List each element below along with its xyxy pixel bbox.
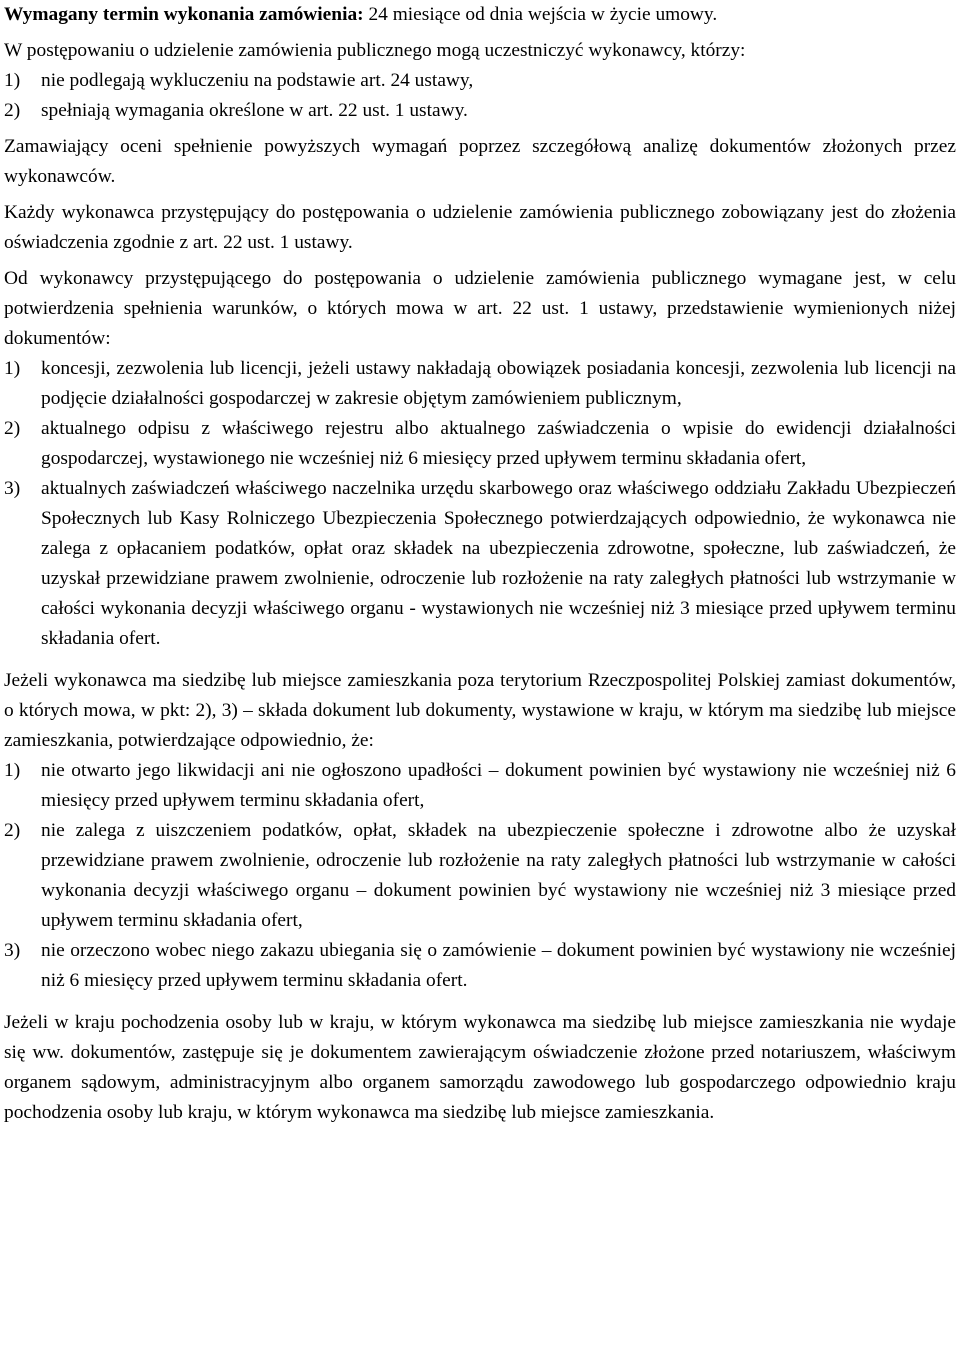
paragraph-notary: Jeżeli w kraju pochodzenia osoby lub w kraju, w którym wykonawca ma siedzibę lub miejsce zamieszkania nie wydaje się ww. dokumentów, zastępuje się je dokumentem zawierającym oświadczenie złożone przed notariuszem, właściwym organem sądowym, administracyjnym albo organem samorządu zawodowego lub gospodarczego odpowiednio kraju pochodzenia osoby lub kraju, w którym wykonawca ma siedzibę lub miejsce zamieszkania. — [4, 1012, 956, 1123]
list-item-number: 3) — [4, 940, 21, 961]
list-item — [4, 96, 956, 126]
list-foreign-documents — [4, 756, 956, 996]
list-item-text: spełniają wymagania określone w art. 22 ust. 1 ustawy. — [41, 100, 468, 121]
list-item-text: koncesji, zezwolenia lub licencji, jeżeli ustawy nakładają obowiązek posiadania koncesji, zezwolenia lub licencji na podjęcie działalności gospodarczej w zakresie objętym zamówieniem publicznym, — [41, 358, 956, 409]
list-item — [4, 756, 956, 816]
list-documents — [4, 354, 956, 654]
list-item-number: 2) — [4, 100, 21, 121]
list-item-text: nie podlegają wykluczeniu na podstawie art. 24 ustawy, — [41, 70, 474, 91]
list-item-number: 1) — [4, 70, 21, 91]
list-requirements — [4, 66, 956, 126]
list-item-text: aktualnego odpisu z właściwego rejestru albo aktualnego zaświadczenia o wpisie do ewidencji działalności gospodarczej, wystawionego nie wcześniej niż 6 miesięcy przed upływem terminu składania ofert, — [41, 418, 956, 469]
list-item-text: nie orzeczono wobec niego zakazu ubiegania się o zamówienie – dokument powinien być wystawiony nie wcześniej niż 6 miesięcy przed upływem terminu składania ofert. — [41, 940, 956, 991]
deadline-line — [4, 0, 956, 30]
list-item — [4, 414, 956, 474]
list-item — [4, 474, 956, 654]
list-item-number: 1) — [4, 358, 21, 379]
paragraph-evaluation: Zamawiający oceni spełnienie powyższych wymagań poprzez szczegółową analizę dokumentów złożonych przez wykonawców. — [4, 136, 956, 187]
list-item-text: nie otwarto jego likwidacji ani nie ogłoszono upadłości – dokument powinien być wystawiony nie wcześniej niż 6 miesięcy przed upływem terminu składania ofert, — [41, 760, 956, 811]
list-item-number: 2) — [4, 418, 21, 439]
paragraph-declaration: Każdy wykonawca przystępujący do postępowania o udzielenie zamówienia publicznego zobowiązany jest do złożenia oświadczenia zgodnie z art. 22 ust. 1 ustawy. — [4, 202, 956, 253]
paragraph-participants: W postępowaniu o udzielenie zamówienia publicznego mogą uczestniczyć wykonawcy, którzy: — [4, 40, 746, 61]
list-item-number: 3) — [4, 478, 21, 499]
list-item — [4, 66, 956, 96]
paragraph-documents: Od wykonawcy przystępującego do postępowania o udzielenie zamówienia publicznego wymagane jest, w celu potwierdzenia spełnienia warunków, o których mowa w art. 22 ust. 1 ustawy, przedstawienie wymienionych niżej dokumentów: — [4, 268, 956, 349]
list-item — [4, 936, 956, 996]
list-item — [4, 354, 956, 414]
paragraph-foreign: Jeżeli wykonawca ma siedzibę lub miejsce zamieszkania poza terytorium Rzeczpospolitej Polskiej zamiast dokumentów, o których mowa, w pkt: 2), 3) – składa dokument lub dokumenty, wystawione w kraju, w którym ma siedzibę lub miejsce zamieszkania, potwierdzające odpowiednio, że: — [4, 670, 956, 751]
list-item-number: 1) — [4, 760, 21, 781]
list-item-text: aktualnych zaświadczeń właściwego naczelnika urzędu skarbowego oraz właściwego oddziału Zakładu Ubezpieczeń Społecznych lub Kasy Rolniczego Ubezpieczenia Społecznego potwierdzających odpowiednio, że wykonawca nie zalega z opłacaniem podatków, opłat oraz składek na ubezpieczenia zdrowotne, społeczne, lub zaświadczeń, że uzyskał przewidziane prawem zwolnienie, odroczenie lub rozłożenie na raty zaległych płatności lub wstrzymanie w całości wykonania decyzji właściwego organu - wystawionych nie wcześniej niż 3 miesiące przed upływem terminu składania ofert. — [41, 478, 956, 649]
list-item-text: nie zalega z uiszczeniem podatków, opłat, składek na ubezpieczenie społeczne i zdrowotne albo że uzyskał przewidziane prawem zwolnienie, odroczenie lub rozłożenie na raty zaległych płatności lub wstrzymanie w całości wykonania decyzji właściwego organu – dokument powinien być wystawiony nie wcześniej niż 3 miesiące przed upływem terminu składania ofert, — [41, 820, 956, 931]
deadline-text: 24 miesiące od dnia wejścia w życie umowy. — [363, 4, 718, 25]
deadline-label: Wymagany termin wykonania zamówienia: — [4, 4, 364, 25]
list-item-number: 2) — [4, 820, 21, 841]
list-item — [4, 816, 956, 936]
